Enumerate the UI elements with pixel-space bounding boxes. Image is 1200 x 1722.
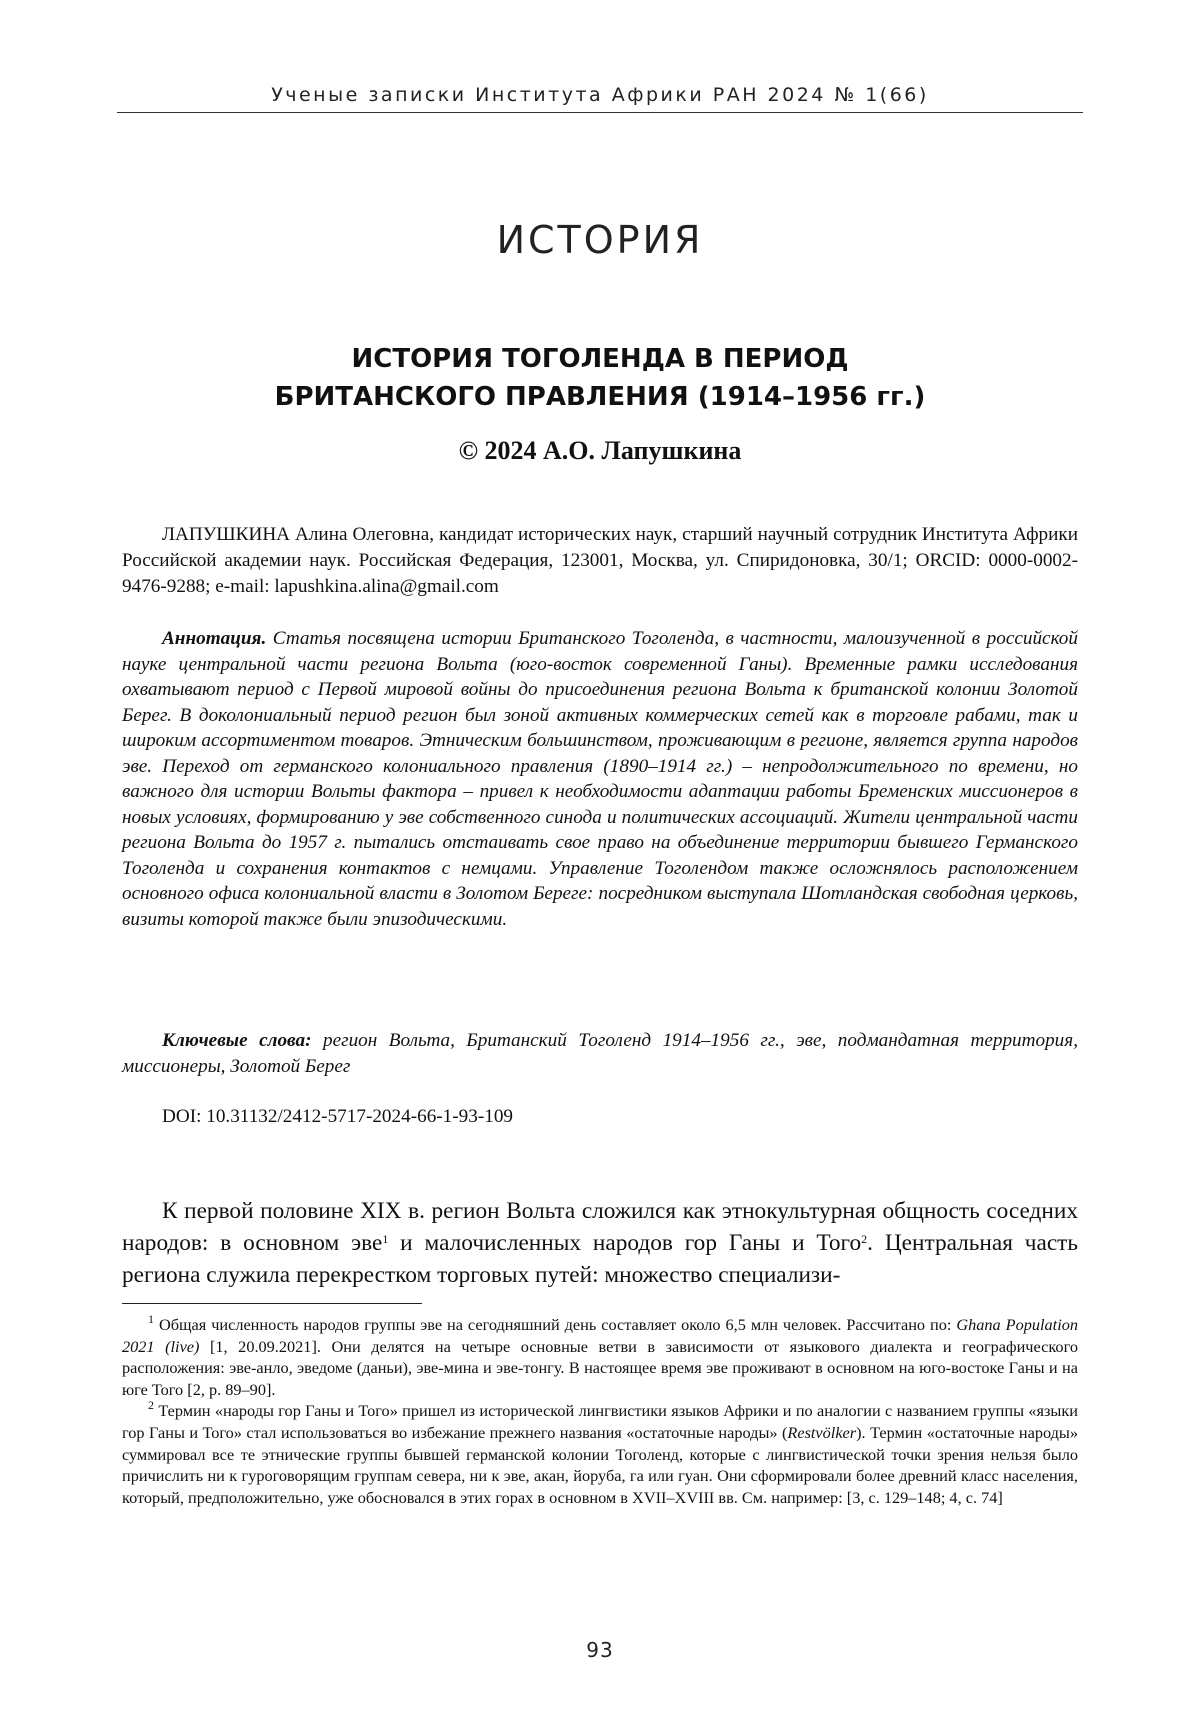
- running-header: Ученые записки Института Африки РАН 2024 № 1(66): [271, 84, 929, 106]
- footnotes: [122, 1314, 1078, 1508]
- footnote-ref-2[interactable]: 2: [861, 1232, 868, 1246]
- copyright-author: © 2024 А.О. Лапушкина: [458, 436, 742, 465]
- doi: DOI: 10.31132/2412-5717-2024-66-1-93-109: [162, 1106, 514, 1127]
- footnote-1: [122, 1314, 1078, 1400]
- body-text-part: и малочисленных народов гор Ганы и Того: [388, 1230, 862, 1256]
- article-title: [117, 340, 1083, 416]
- body-text: [122, 1195, 1078, 1291]
- abstract-label: Аннотация.: [162, 628, 267, 649]
- footnote-text: Общая численность народов группы эве на сегодняшний день составляет около 6,5 млн человек. Рассчитано по:: [154, 1315, 957, 1334]
- footnote-text: ). Термин «остаточные народы» суммировал все те этнические группы бывшей германской колонии Тоголенд, которые с лингвистической точки зрения нельзя было причислить ни к гуроговорящим группам севера, ни к эве, акан, йоруба, га или гуан. Они сформировали более древний класс населения, который, предположительно, уже обосновался в этих горах в основном в XVII–XVIII вв. См. например: [3, с. 129–148; 4, с. 74]: [122, 1422, 1078, 1507]
- page-number: 93: [586, 1638, 614, 1662]
- keywords-text: регион Вольта, Британский Тоголенд 1914–1956 гг., эве, подмандатная территория, миссионеры, Золотой Берег: [122, 1030, 1078, 1077]
- footnote-number: 2: [148, 1398, 154, 1413]
- footnote-2: [122, 1400, 1078, 1508]
- footnote-italic-text: Ghana Population 2021 (live): [122, 1315, 1078, 1356]
- author-info: ЛАПУШКИНА Алина Олеговна, кандидат исторических наук, старший научный сотрудник Института Африки Российской академии наук. Российская Федерация, 123001, Москва, ул. Спиридоновка, 30/1; ORCID: 0000-0002-9476-9288; e-mail: lapushkina.alina@gmail.com: [122, 524, 1078, 597]
- keywords-label: Ключевые слова:: [162, 1030, 312, 1051]
- article-title-line-1: ИСТОРИЯ ТОГОЛЕНДА В ПЕРИОД: [351, 344, 849, 374]
- footnote-ref-1[interactable]: 1: [382, 1232, 389, 1246]
- abstract-text: Статья посвящена истории Британского Тоголенда, в частности, малоизученной в российской науке центральной части региона Вольта (юго-восток современной Ганы). Временные рамки исследования охватывают период с Первой мировой войны до присоединения региона Вольта к британской колонии Золотой Берег. В доколониальный период регион был зоной активных коммерческих сетей как в торговле рабами, так и широким ассортиментом товаров. Этническим большинством, проживающим в регионе, является группа народов эве. Переход от германского колониального правления (1890–1914 гг.) – непродолжительного по времени, но важного для истории Вольты фактора – привел к необходимости адаптации работы Бременских миссионеров в новых условиях, формированию у эве собственного синода и политических ассоциаций. Жители центральной части региона Вольта до 1957 г. пытались отстаивать свое право на объединение территории бывшего Германского Тоголенда и сохранения контактов с немцами. Управление Тоголендом также осложнялось расположением основного офиса колониальной власти в Золотом Береге: посредником выступала Шотландская свободная церковь, визиты которой также были эпизодическими.: [122, 628, 1078, 930]
- body-text-part: К первой половине XIX в. регион Вольта сложился как этнокультурная общность соседних народов: в основном эве: [122, 1198, 1078, 1256]
- abstract: [122, 626, 1078, 932]
- footnote-italic-text: Restvölker: [787, 1422, 857, 1442]
- footnote-number: 1: [148, 1312, 154, 1326]
- footnote-text: [1, 20.09.2021]. Они делятся на четыре основные ветви в зависимости от языкового диалекта и географического расположения: эве-анло, эведоме (даньи), эве-мина и эве-тонгу. В настоящее время эве проживают в основном на юго-востоке Ганы и на юге Того [2, p. 89–90].: [122, 1336, 1078, 1399]
- keywords: [122, 1028, 1078, 1080]
- body-text-part: . Центральная часть региона служила перекрестком торговых путей: множество специализи-: [122, 1230, 1078, 1288]
- section-title: ИСТОРИЯ: [496, 218, 704, 262]
- article-title-line-2: БРИТАНСКОГО ПРАВЛЕНИЯ (1914–1956 гг.): [274, 382, 926, 412]
- header-rule: [117, 112, 1083, 113]
- footnote-text: Термин «народы гор Ганы и Того» пришел из исторической лингвистики языков Африки и по аналогии с названием группы «языки гор Ганы и Того» стал использоваться во избежание прежнего названия «остаточные народы» (: [122, 1401, 1078, 1442]
- footnote-rule: [122, 1303, 422, 1304]
